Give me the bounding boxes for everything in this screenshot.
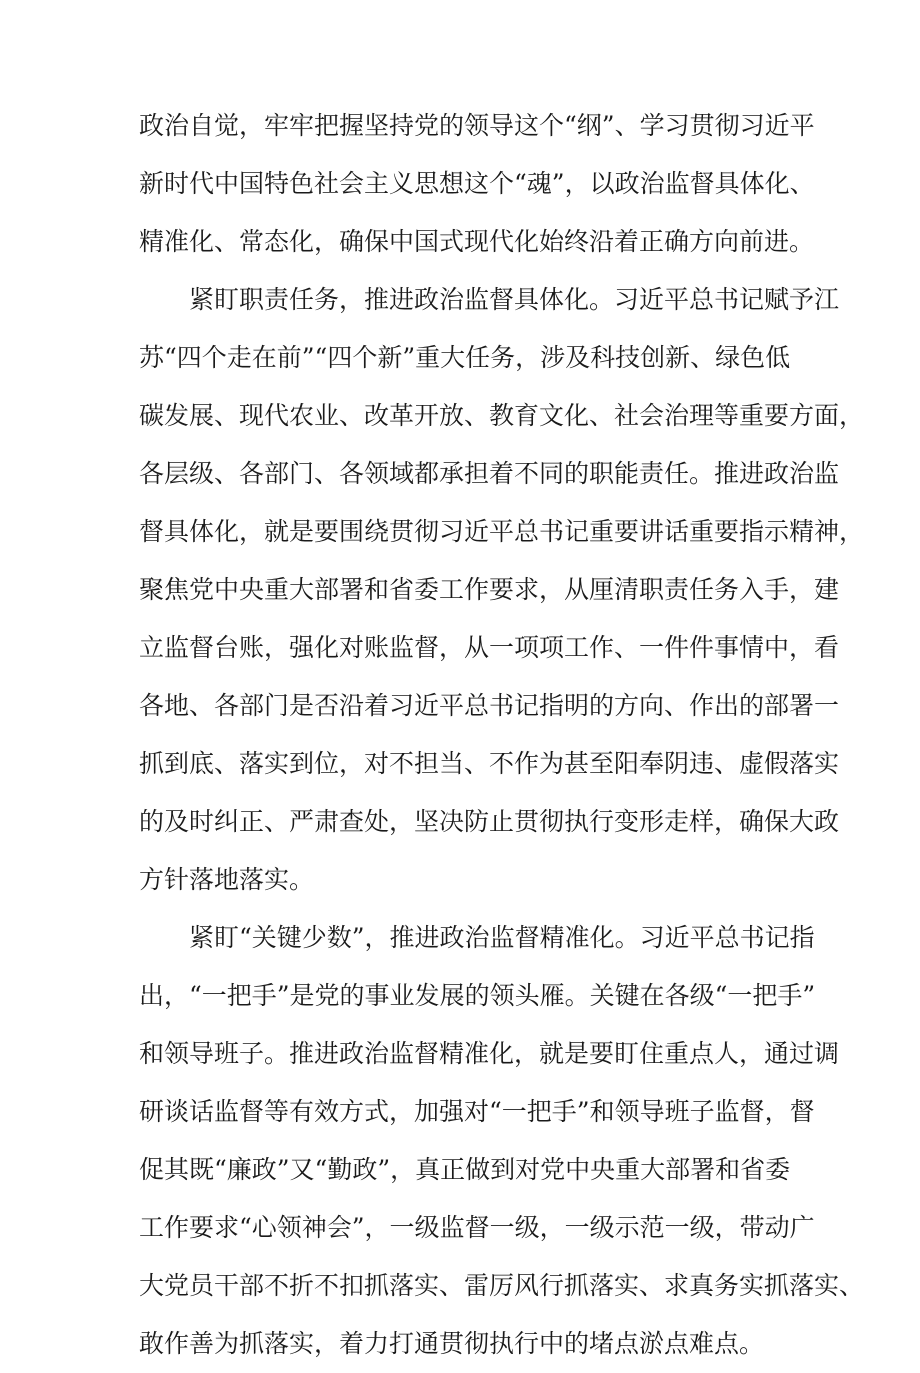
text-line: 大党员干部不折不扣抓落实、雷厉风行抓落实、求真务实抓落实、	[139, 1271, 865, 1300]
text-line: 立监督台账，强化对账监督，从一项项工作、一件件事情中，看	[139, 633, 840, 662]
text-line: 碳发展、现代农业、改革开放、教育文化、社会治理等重要方面，	[139, 401, 865, 430]
text-line: 促其既“廉政”又“勤政”，真正做到对党中央重大部署和省委	[139, 1155, 791, 1184]
text-line: 精准化、常态化，确保中国式现代化始终沿着正确方向前进。	[139, 227, 815, 256]
text-line: 聚焦党中央重大部署和省委工作要求，从厘清职责任务入手，建	[139, 575, 840, 604]
paragraph	[139, 909, 865, 1373]
text-line: 出，“一把手”是党的事业发展的领头雁。关键在各级“一把手”	[139, 981, 816, 1010]
text-line: 新时代中国特色社会主义思想这个“魂”，以政治监督具体化、	[139, 169, 815, 198]
text-line: 工作要求“心领神会”，一级监督一级，一级示范一级，带动广	[139, 1213, 815, 1242]
text-line: 各层级、各部门、各领域都承担着不同的职能责任。推进政治监	[139, 459, 840, 488]
text-line: 抓到底、落实到位，对不担当、不作为甚至阳奉阴违、虚假落实	[139, 749, 840, 778]
text-line: 紧盯“关键少数”，推进政治监督精准化。习近平总书记指	[189, 923, 815, 952]
text-line: 政治自觉，牢牢把握坚持党的领导这个“纲”、学习贯彻习近平	[139, 111, 815, 140]
text-line: 苏“四个走在前”“四个新”重大任务，涉及科技创新、绿色低	[139, 343, 791, 372]
paragraph	[139, 271, 865, 909]
text-line: 紧盯职责任务，推进政治监督具体化。习近平总书记赋予江	[189, 285, 840, 314]
document-body	[139, 97, 865, 1373]
text-line: 研谈话监督等有效方式，加强对“一把手”和领导班子监督，督	[139, 1097, 815, 1126]
paragraph	[139, 97, 815, 271]
text-line: 各地、各部门是否沿着习近平总书记指明的方向、作出的部署一	[139, 691, 840, 720]
text-line: 的及时纠正、严肃查处，坚决防止贯彻执行变形走样，确保大政	[139, 807, 840, 836]
text-line: 敢作善为抓落实，着力打通贯彻执行中的堵点淤点难点。	[139, 1329, 765, 1358]
text-line: 方针落地落实。	[139, 865, 315, 894]
text-line: 督具体化，就是要围绕贯彻习近平总书记重要讲话重要指示精神，	[139, 517, 865, 546]
text-line: 和领导班子。推进政治监督精准化，就是要盯住重点人，通过调	[139, 1039, 840, 1068]
